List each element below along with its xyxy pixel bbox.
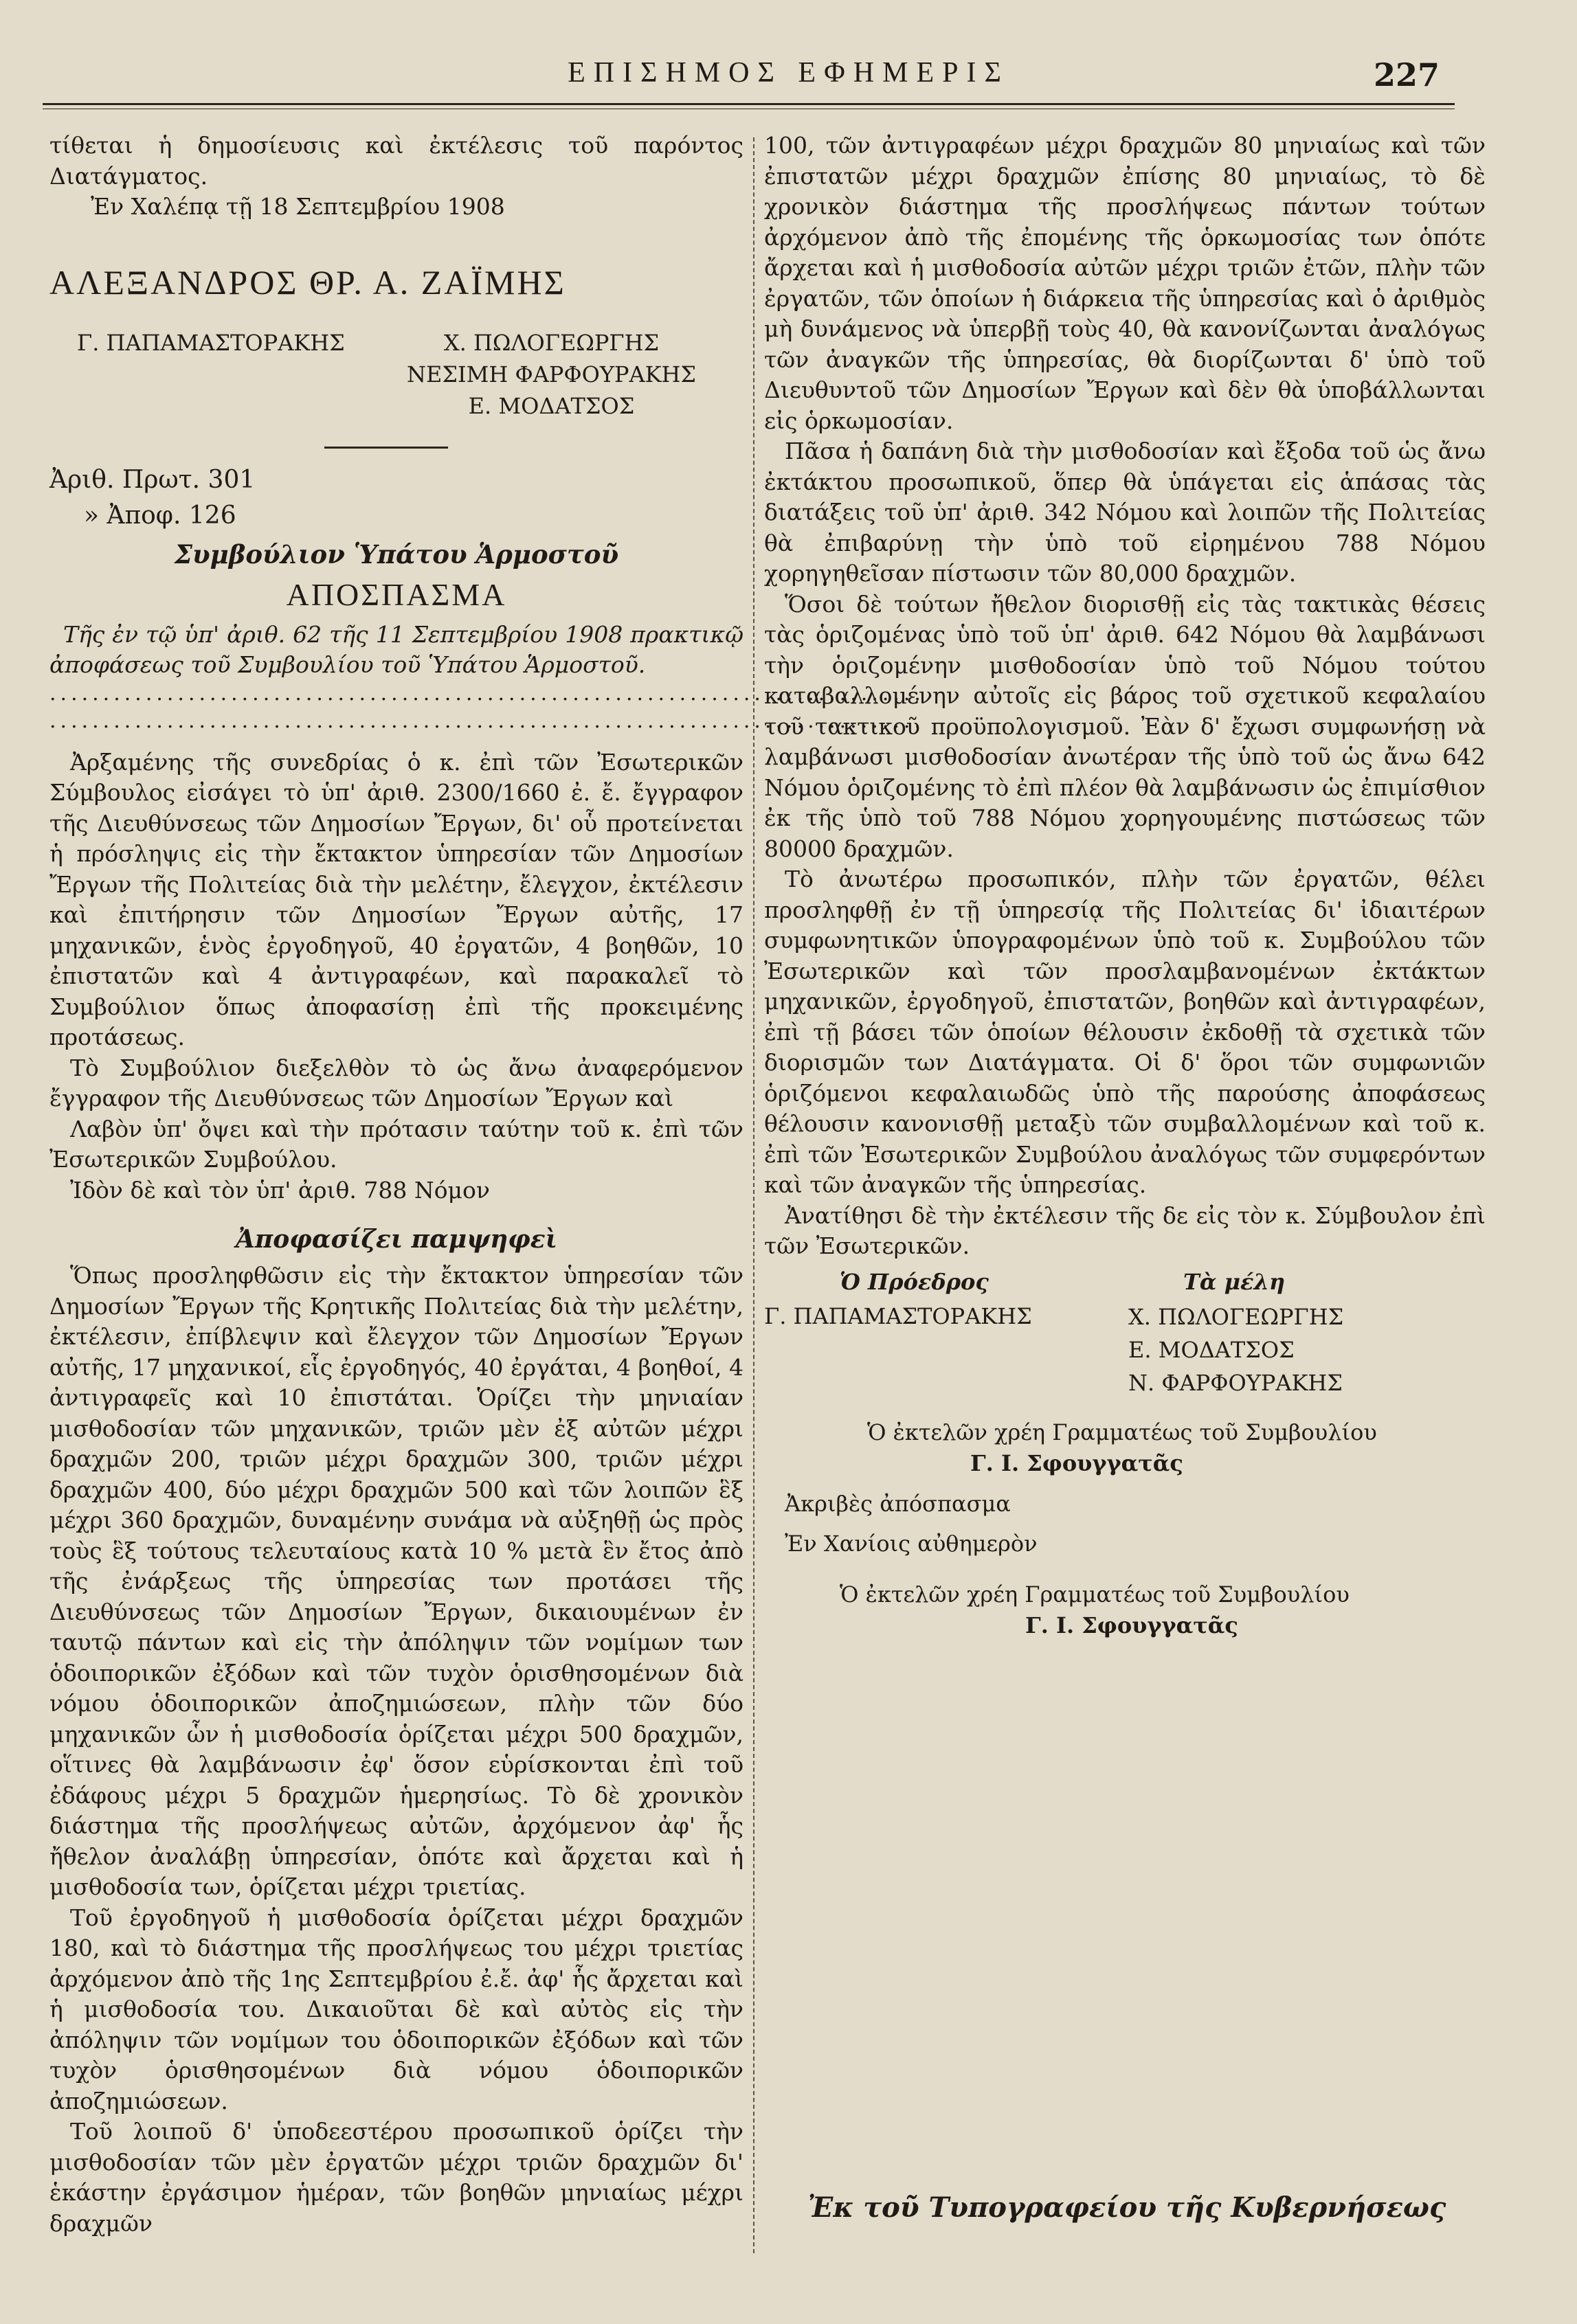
council-title: Συμβούλιον Ὑπάτου Ἁρμοστοῦ (174, 539, 619, 569)
certified-copy: Ἀκριβὲς ἀπόσπασμα (785, 1490, 1011, 1517)
members-label: Τὰ μέλη (1183, 1268, 1286, 1295)
paragraph: Πᾶσα ἡ δαπάνη διὰ τὴν μισθοδοσίαν καὶ ἔξοδα τοῦ ὡς ἄνω ἐκτάκτου προσωπικοῦ, ὅπερ θὰ ὑπάγεται εἰς ἁπάσας τὰς διατάξεις τοῦ ὑπ' ἀριθ. 342 Νόμου καὶ λοιπῶν τῆς Πολιτείας θὰ ἐπιβαρύνῃ τὴν ὑπὸ τοῦ εἰρημένου 788 Νόμου χορηγηθεῖσαν πίστωσιν τῶν 80,000 δραχμῶν. (764, 438, 1486, 587)
secretary-name: Γ. Ι. Σφουγγατᾶς (970, 1449, 1183, 1476)
paragraph: Ὅπως προσληφθῶσιν εἰς τὴν ἔκτακτον ὑπηρεσίαν τῶν Δημοσίων Ἔργων τῆς Κρητικῆς Πολιτείας διὰ τὴν μελέτην, ἐκτέλεσιν, ἐπίβλεψιν καὶ ἔλεγχον τῶν Δημοσίων Ἔργων αὐτῆς, 17 μηχανικοί, εἷς ἐργοδηγός, 40 ἐργάται, 4 βοηθοί, 4 ἀντιγραφεῖς καὶ 10 ἐπιστάται. Ὁρίζει τὴν μηνιαίαν μισθοδοσίαν τῶν μηχανικῶν, τριῶν μὲν ἐξ αὐτῶν μέχρι δραχμῶν 200, τριῶν μέχρι δραχμῶν 300, τριῶν μέχρι δραχμῶν 400, δύο μέχρι δραχμῶν 500 καὶ τῶν λοιπῶν ἓξ μέχρι 360 δραχμῶν, δυναμένην συνάμα νὰ αὐξηθῇ ὡς πρὸς τοὺς ἓξ τούτους τελευταίους κατὰ 10 % μετὰ ἓν ἔτος ἀπὸ τῆς ἐνάρξεως τῆς ὑπηρεσίας των προτάσει τῆς Διευθύνσεως τῶν Δημοσίων Ἔργων, δικαιουμένων ἐν ταυτῷ πάντων καὶ εἰς τὴν ἀπόληψιν τῶν νομίμων των ὁδοιπορικῶν ἐξόδων καὶ τῶν τυχὸν ὁρισθησομένων διὰ νόμου ὁδοιπορικῶν ἀποζημιώσεων, πλὴν τῶν δύο μηχανικῶν ὧν ἡ μισθοδοσία ὁρίζεται μέχρι 500 δραχμῶν, οἵτινες θὰ λαμβάνωσιν ἐφ' ὅσον εὑρίσκονται ἐπὶ τοῦ ἐδάφους μέχρι 5 δραχμῶν ἡμερησίως. Τὸ δὲ χρονικὸν διάστημα τῆς προσλήψεως αὐτῶν, ἀρχόμενον ἀφ' ἧς ἤθελον ἀναλάβῃ ὑπηρεσίαν, ὁπότε καὶ ἄρχεται καὶ ἡ μισθοδοσία των, ὁρίζεται μέχρι τριετίας. (49, 1262, 743, 1900)
separator-rule (324, 447, 448, 449)
protocol-number: Ἀριθ. Πρωτ. 301 (49, 465, 256, 494)
column-divider (753, 137, 756, 2253)
member-name: Ν. ΦΑΡΦΟΥΡΑΚΗΣ (1128, 1369, 1343, 1396)
extract-subtitle: Τῆς ἐν τῷ ὑπ' ἀριθ. 62 τῆς 11 Σεπτεμβρίου 1908 πρακτικῷ ἀποφάσεως τοῦ Συμβουλίου τοῦ Ὑπάτου Ἁρμοστοῦ. (49, 620, 743, 678)
secretary-title: Ὁ ἐκτελῶν χρέη Γραμματέως τοῦ Συμβουλίου (867, 1419, 1377, 1445)
paragraph: Τὸ Συμβούλιον διεξελθὸν τὸ ὡς ἄνω ἀναφερόμενον ἔγγραφον τῆς Διευθύνσεως τῶν Δημοσίων Ἔργων καὶ (49, 1054, 743, 1112)
members-list (1128, 1300, 1343, 1399)
president-name: Γ. ΠΑΠΑΜΑΣΤΟΡΑΚΗΣ (764, 1302, 1032, 1329)
signatory: Χ. ΠΩΛΟΓΕΩΡΓΗΣ (443, 329, 660, 356)
gazette-title: ΕΠΙΣΗΜΟΣ ΕΦΗΜΕΡΙΣ (568, 57, 1009, 89)
paragraph: Ἀνατίθησι δὲ τὴν ἐκτέλεσιν τῆς δε εἰς τὸν κ. Σύμβουλον ἐπὶ τῶν Ἐσωτερικῶν. (764, 1202, 1486, 1259)
secretary-title-2: Ὁ ἐκτελῶν χρέη Γραμματέως τοῦ Συμβουλίου (840, 1581, 1350, 1607)
page-number: 227 (1373, 56, 1440, 93)
high-commissioner-name: ΑΛΕΞΑΝΔΡΟΣ ΘΡ. Α. ΖΑΪΜΗΣ (49, 262, 566, 302)
printer-imprint: Ἐκ τοῦ Τυπογραφείου τῆς Κυβερνήσεως (807, 2191, 1446, 2224)
date-line: Ἐν Χαλέπᾳ τῇ 18 Σεπτεμβρίου 1908 (91, 193, 505, 220)
paragraph: Ὅσοι δὲ τούτων ἤθελον διορισθῇ εἰς τὰς τακτικὰς θέσεις τὰς ὁριζομένας ὑπὸ τοῦ ὑπ' ἀριθ. 642 Νόμου θὰ λαμβάνωσι τὴν ὁριζομένην μισθοδοσίαν ὑπὸ τοῦ Νόμου τούτου καταβαλλομένην αὐτοῖς εἰς βάρος τοῦ σχετικοῦ κεφαλαίου τοῦ τακτικοῦ προϋπολογισμοῦ. Ἐὰν δ' ἔχωσι συμφωνήσῃ νὰ λαμβάνωσι μισθοδοσίαν ἀνωτέραν τῆς ὑπὸ τοῦ ὡς ἄνω 642 Νόμου ὁριζομένης τὸ ἐπὶ πλέον θὰ λαμβάνωσιν ὡς ἐπιμίσθιον ἐκ τῆς ὑπὸ τοῦ 788 Νόμου χορηγουμένης πιστώσεως τῶν 80000 δραχμῶν. (764, 590, 1486, 862)
council-signatures (764, 1266, 1486, 1417)
signatories-right (407, 327, 696, 422)
secretary-name-2: Γ. Ι. Σφουγγατᾶς (1025, 1612, 1238, 1638)
paragraph: Τοῦ λοιποῦ δ' ὑποδεεστέρου προσωπικοῦ ὁρίζει τὴν μισθοδοσίαν τῶν μὲν ἐργατῶν μέχρι τριῶν δραχμῶν δι' ἑκάστην ἐργάσιμον ἡμέραν, τῶν βοηθῶν μηνιαίως μέχρι δραχμῶν (49, 2118, 743, 2237)
omission-dots: .................................................................................. (49, 681, 925, 706)
decision-heading: Ἀποφασίζει παμψηφεὶ (235, 1225, 558, 1254)
omission-dots-2: .................................................................................. (49, 708, 925, 733)
decree-end: τίθεται ἡ δημοσίευσις καὶ ἐκτέλεσις τοῦ παρόντος Διατάγματος. (49, 132, 743, 190)
right-column (764, 131, 1486, 2294)
paragraph: Τοῦ ἐργοδηγοῦ ἡ μισθοδοσία ὁρίζεται μέχρι δραχμῶν 180, καὶ τὸ διάστημα τῆς προσλήψεως του μέχρι τριετίας ἀρχόμενον ἀπὸ τῆς 1ης Σεπτεμβρίου ἐ.ἔ. ἀφ' ἧς ἄρχεται καὶ ἡ μισθοδοσία του. Δικαιοῦται δὲ καὶ αὐτὸς εἰς τὴν ἀπόληψιν τῶν νομίμων του ὁδοιπορικῶν ἐξόδων καὶ τῶν τυχὸν ὁρισθησομένων διὰ νόμου ὁδοιπορικῶν ἀποζημιώσεων. (49, 1904, 743, 2114)
header-rule (43, 103, 1455, 109)
member-name: Χ. ΠΩΛΟΓΕΩΡΓΗΣ (1128, 1303, 1344, 1330)
signatory-papamastorakis: Γ. ΠΑΠΑΜΑΣΤΟΡΑΚΗΣ (77, 329, 345, 356)
president-label: Ὁ Πρόεδρος (840, 1268, 989, 1295)
paragraph: Τὸ ἀνωτέρω προσωπικόν, πλὴν τῶν ἐργατῶν, θέλει προσληφθῇ ἐν τῇ ὑπηρεσίᾳ τῆς Πολιτείας δι' ἰδιαιτέρων συμφωνητικῶν ὑπογραφομένων ὑπὸ τοῦ κ. Συμβούλου τῶν Ἐσωτερικῶν καὶ τῶν προσλαμβανομένων ἐκτάκτων μηχανικῶν, ἐργοδηγοῦ, ἐπιστατῶν, βοηθῶν καὶ ἀντιγραφέων, ἐπὶ τῇ βάσει τῶν ὁποίων θέλουσιν ἐκδοθῇ τὰ σχετικὰ τῶν διορισμῶν των Διατάγματα. Οἱ δ' ὅροι τῶν συμφωνιῶν ὁριζόμενοι κεφαλαιωδῶς ὑπὸ τῆς παρούσης ἀποφάσεως θέλουσιν κανονισθῇ μεταξὺ τῶν συμβαλλομένων καὶ τοῦ κ. ἐπὶ τῶν Ἐσωτερικῶν Συμβούλου ἀναλόγως τῶν συμφερόντων καὶ τῶν ἀναγκῶν τῆς ὑπηρεσίας. (764, 866, 1486, 1198)
member-name: Ε. ΜΟΔΑΤΣΟΣ (1128, 1336, 1295, 1363)
decision-number: » Ἀποφ. 126 (84, 501, 236, 530)
certified-place-date: Ἐν Χανίοις αὐθημερὸν (785, 1530, 1038, 1557)
signatures-block (49, 327, 743, 444)
paragraph: 100, τῶν ἀντιγραφέων μέχρι δραχμῶν 80 μηνιαίως καὶ τῶν ἐπιστατῶν μέχρι δραχμῶν ἐπίσης 80 μηνιαίως, τὸ δὲ χρονικὸν διάστημα τῆς προσλήψεως πάντων τούτων ἀρχόμενον ἀπὸ τῆς ἐπομένης τῆς ὁρκωμοσίας των ὁπότε ἄρχεται καὶ ἡ μισθοδοσία αὐτῶν μέχρι τριῶν ἐτῶν, πλὴν τῶν ἐργατῶν, τῶν ὁποίων ἡ διάρκεια τῆς ὑπηρεσίας καὶ ὁ ἀριθμὸς μὴ δυνάμενος νὰ ὑπερβῇ τοὺς 40, θὰ κανονίζωνται ἀναλόγως τῶν ἀναγκῶν τῆς ὑπηρεσίας, θὰ διορίζωνται δ' ὑπὸ τοῦ Διευθυντοῦ τῶν Δημοσίων Ἔργων καὶ δὲν θὰ ὑποβάλλωνται εἰς ὁρκωμοσίαν. (764, 132, 1486, 434)
signatory: ΝΕΣΙΜΗ ΦΑΡΦΟΥΡΑΚΗΣ (407, 361, 697, 387)
extract-title: ΑΠΟΣΠΑΣΜΑ (286, 576, 507, 612)
paragraph: Ἰδὸν δὲ καὶ τὸν ὑπ' ἀριθ. 788 Νόμον (70, 1176, 490, 1204)
paragraph: Λαβὸν ὑπ' ὄψει καὶ τὴν πρότασιν ταύτην τοῦ κ. ἐπὶ τῶν Ἐσωτερικῶν Συμβούλου. (49, 1115, 743, 1173)
paragraph: Ἀρξαμένης τῆς συνεδρίας ὁ κ. ἐπὶ τῶν Ἐσωτερικῶν Σύμβουλος εἰσάγει τὸ ὑπ' ἀριθ. 2300/1660 ἐ. ἔ. ἔγγραφον τῆς Διευθύνσεως τῶν Δημοσίων Ἔργων, δι' οὗ προτείνεται ἡ πρόσληψις εἰς τὴν ἔκτακτον ὑπηρεσίαν τῶν Δημοσίων Ἔργων τῆς Πολιτείας διὰ τὴν μελέτην, ἔλεγχον, ἐκτέλεσιν καὶ ἐπιτήρησιν τῶν Δημοσίων Ἔργων αὐτῆς, 17 μηχανικῶν, ἑνὸς ἐργοδηγοῦ, 40 ἐργατῶν, 4 βοηθῶν, 10 ἐπιστατῶν καὶ 4 ἀντιγραφέων, καὶ παρακαλεῖ τὸ Συμβούλιον ὅπως ἀποφασίσῃ ἐπὶ τῆς προκειμένης προτάσεως. (49, 748, 743, 1050)
signatory: Ε. ΜΟΔΑΤΣΟΣ (468, 392, 635, 419)
